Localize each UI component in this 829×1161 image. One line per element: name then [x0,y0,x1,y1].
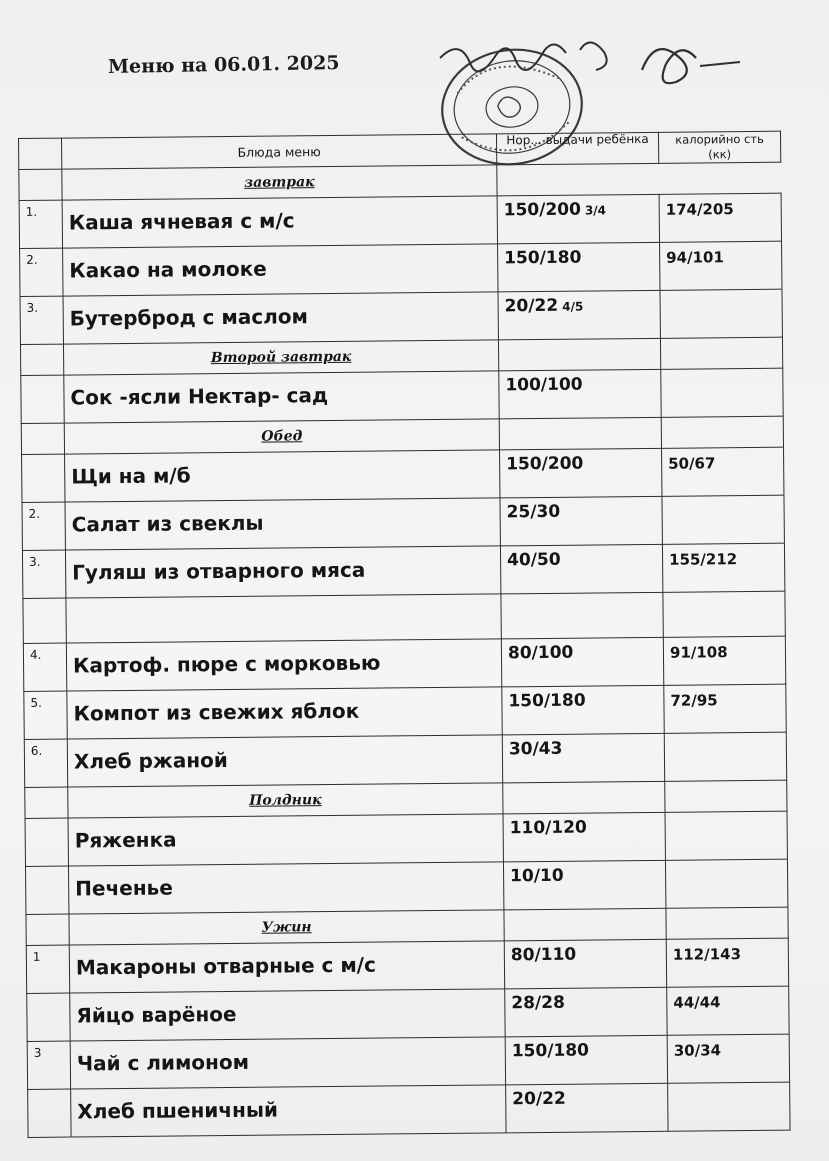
item-number: 4. [23,643,66,691]
norm-value: 150/200 [506,453,584,475]
item-number: 3 [27,1041,70,1089]
dish-name: Сок -ясли Нектар- сад [64,371,499,423]
dish-name: Салат из свеклы [65,498,500,550]
section-title: Ужин [69,910,504,945]
norm-cell [501,637,663,687]
norm-value: 30/43 [508,738,563,760]
section-num-cell [25,787,68,818]
norm-value: 40/50 [506,549,561,571]
norm-cell [498,242,660,292]
dish-name: Какао на молоке [63,244,498,296]
item-number [22,454,65,502]
item-number: 2. [22,502,65,550]
calories-value [663,591,785,637]
section-cal-cell [665,780,787,812]
table-row [27,1034,789,1089]
item-number [27,993,70,1041]
item-number: 3. [20,296,63,344]
norm-value: 150/200 [503,199,581,221]
section-cal-cell [660,337,782,369]
norm-value: 100/100 [505,374,583,396]
table-row [22,447,784,502]
section-num-cell [20,344,63,375]
norm-value: 150/180 [508,690,586,712]
norm-cell [497,194,659,244]
dish-name: Яйцо варёное [70,989,505,1041]
norm-value: 150/180 [504,247,582,269]
table-row [24,732,786,787]
norm-cell [498,290,660,340]
norm-cell [506,1083,668,1133]
dish-name: Бутерброд с маслом [63,292,498,344]
calories-value [662,495,784,544]
dish-name: Щи на м/б [65,450,500,502]
norm-cell [502,733,664,783]
menu-body [19,162,790,1137]
table-row [23,636,785,691]
item-number [28,1089,71,1137]
item-number: 6. [24,739,67,787]
dish-name: Ряженка [68,814,503,866]
table-row [24,684,786,739]
section-norm-cell [504,908,666,941]
norm-cell [500,544,662,594]
section-cal-cell [661,416,783,448]
dish-name: Печенье [68,862,503,914]
item-number: 1. [19,200,62,248]
header-num-cell [19,138,62,169]
item-number: 1 [26,945,69,993]
section-title: Полдник [68,783,503,818]
section-title: Второй завтрак [63,340,498,375]
norm-cell [505,1035,667,1085]
dish-name: Хлеб ржаной [67,735,502,787]
table-row [22,495,784,550]
header-norm: Нор... выдачи ребёнка [496,132,658,165]
table-row [28,1082,790,1137]
section-norm-cell [498,338,660,371]
calories-value: 72/95 [664,684,786,733]
section-norm-cell [499,417,661,450]
signature-scribble [430,30,760,140]
table-row [27,986,789,1041]
table-row [21,368,783,423]
norm-value: 20/22 [504,295,559,317]
norm-cell [499,369,661,419]
table-row [19,193,781,248]
calories-value [660,289,782,338]
norm-value: 80/110 [510,944,577,966]
section-num-cell [19,169,62,200]
table-row [22,543,784,598]
table-row [23,591,785,643]
calories-value: 50/67 [662,447,784,496]
calories-value [661,368,783,417]
calories-value [665,811,787,860]
norm-value: 20/22 [512,1088,566,1110]
calories-value: 44/44 [667,986,789,1035]
norm-value: 28/28 [511,992,565,1014]
calories-value: 91/108 [663,636,785,685]
calories-value: 174/205 [659,193,781,242]
table-row [25,811,787,866]
header-dish: Блюда меню [62,134,497,169]
section-title: завтрак [62,165,497,200]
calories-value: 30/34 [667,1034,789,1083]
norm-cell [500,448,662,498]
calories-value: 155/212 [662,543,784,592]
calories-value [668,1082,790,1131]
item-number [21,375,64,423]
table-header-row [19,131,781,169]
norm-cell [504,939,666,989]
calories-value [665,859,787,908]
menu-table [18,131,791,1138]
norm-cell [505,987,667,1037]
dish-name: Макароны отварные с м/с [69,941,504,993]
table-row [26,938,788,993]
item-number: 5. [24,691,67,739]
dish-name: Чай с лимоном [70,1037,505,1089]
item-number: 2. [20,248,63,296]
calories-value: 112/143 [666,938,788,987]
norm-value: 150/180 [511,1040,590,1062]
norm-cell [503,812,665,862]
dish-name [66,594,501,643]
dish-name: Каша ячневая с м/с [62,196,497,248]
norm-note: 3/4 [584,203,607,218]
norm-value: 80/100 [507,642,574,664]
item-number: 3. [22,550,65,598]
dish-name: Компот из свежих яблок [67,687,502,739]
item-number [25,866,68,914]
section-title: Обед [64,419,499,454]
section-cal-cell [666,907,788,939]
table-row [20,241,782,296]
menu-title: Меню на 06.01. 2025 [107,51,340,79]
norm-cell [500,496,662,546]
norm-value: 10/10 [510,865,564,887]
norm-cell [502,685,664,735]
norm-note: 4/5 [562,299,584,314]
calories-value: 94/101 [660,241,782,290]
item-number [23,598,66,643]
dish-name: Хлеб пшеничный [71,1085,506,1137]
header-calories: калорийно сть (кк) [658,131,780,163]
table-row [20,289,782,344]
item-number [25,818,68,866]
norm-value: 25/30 [506,501,561,523]
norm-cell [503,860,665,910]
section-num-cell [26,914,69,945]
table-row [25,859,787,914]
section-num-cell [21,423,64,454]
norm-cell [501,592,663,639]
section-norm-cell [503,781,665,814]
calories-value [664,732,786,781]
dish-name: Гуляш из отварного мяса [65,546,500,598]
norm-value: 110/120 [509,817,587,839]
dish-name: Картоф. пюре с морковью [66,639,501,691]
